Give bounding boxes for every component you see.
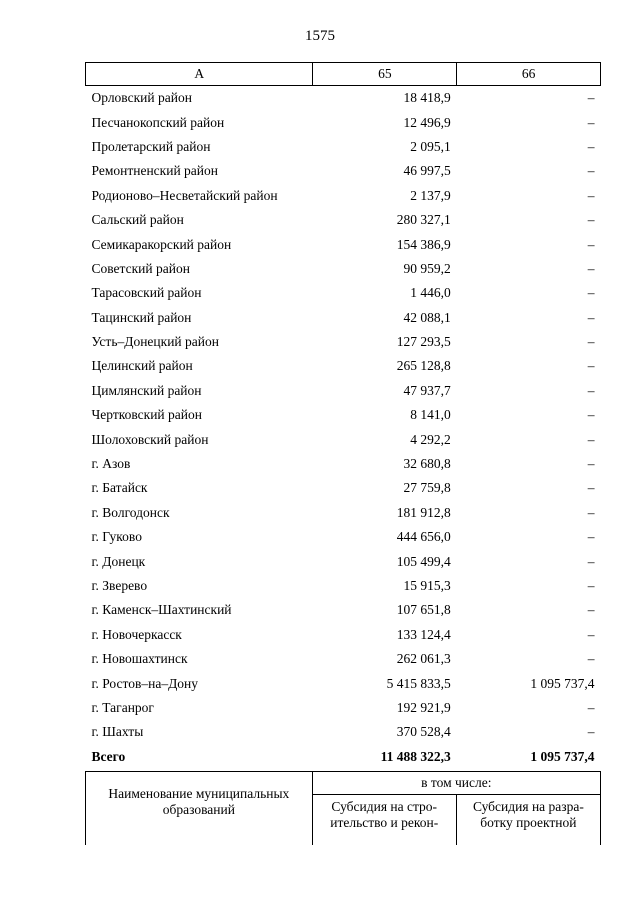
municipality-name: г. Новошахтинск bbox=[91, 651, 188, 667]
municipality-name: г. Зверево bbox=[91, 578, 148, 593]
table-row bbox=[86, 159, 601, 183]
municipality-name: Тацинский район bbox=[91, 309, 192, 325]
table-row bbox=[86, 330, 601, 354]
value-col-66: – bbox=[587, 724, 595, 740]
value-col-66: – bbox=[587, 114, 595, 130]
value-col-66: – bbox=[587, 529, 595, 545]
value-col-65: 280 327,1 bbox=[396, 212, 451, 228]
municipality-name: г. Батайск bbox=[91, 480, 148, 496]
value-col-65: 2 137,9 bbox=[410, 187, 451, 203]
table-row bbox=[86, 354, 601, 378]
value-col-66: – bbox=[587, 212, 595, 228]
municipality-name: г. Гуково bbox=[91, 529, 142, 545]
value-col-65: 444 656,0 bbox=[396, 529, 451, 545]
value-col-65: 133 124,4 bbox=[396, 626, 451, 642]
value-col-65: 181 912,8 bbox=[396, 504, 451, 520]
value-col-65: 370 528,4 bbox=[396, 724, 451, 740]
municipality-name: Советский район bbox=[91, 260, 190, 276]
value-col-65: 262 061,3 bbox=[396, 651, 451, 667]
table-row bbox=[86, 403, 601, 427]
value-col-66: – bbox=[587, 285, 595, 301]
data-table bbox=[85, 62, 601, 769]
table-row bbox=[86, 135, 601, 159]
value-col-66: – bbox=[587, 260, 595, 276]
value-col-66: – bbox=[587, 187, 595, 203]
value-col-66: – bbox=[587, 163, 595, 179]
municipality-name: Шолоховский район bbox=[91, 431, 209, 447]
value-col-66: 1 095 737,4 bbox=[530, 675, 595, 691]
value-col-66: – bbox=[587, 553, 595, 569]
table-row bbox=[86, 110, 601, 134]
value-col-65: 265 128,8 bbox=[396, 358, 451, 374]
value-col-65: 32 680,8 bbox=[403, 456, 451, 472]
municipality-name: г. Новочеркасск bbox=[91, 626, 182, 642]
value-col-66: – bbox=[587, 236, 595, 252]
value-col-65: 27 759,8 bbox=[403, 480, 451, 496]
value-col-66: – bbox=[587, 90, 595, 106]
value-col-66: – bbox=[587, 138, 595, 154]
value-col-66: – bbox=[587, 651, 595, 667]
value-col-65: 154 386,9 bbox=[396, 236, 451, 252]
municipality-name: Сальский район bbox=[91, 212, 184, 228]
continuation-header bbox=[85, 771, 601, 845]
table-row bbox=[86, 232, 601, 256]
value-col-65: 5 415 833,5 bbox=[386, 675, 451, 691]
table-row bbox=[86, 671, 601, 695]
value-col-66: – bbox=[587, 626, 595, 642]
table-row bbox=[86, 476, 601, 500]
value-col-65: 46 997,5 bbox=[403, 163, 451, 179]
subsidy-design-header: Субсидия на разра-ботку проектной bbox=[456, 795, 600, 845]
table-row bbox=[86, 379, 601, 403]
table-row bbox=[86, 623, 601, 647]
table-header-row bbox=[86, 63, 601, 86]
table-row bbox=[86, 427, 601, 451]
value-col-65: 1 446,0 bbox=[410, 285, 451, 301]
column-header-a: А bbox=[86, 63, 313, 86]
value-col-65: 12 496,9 bbox=[403, 114, 451, 130]
value-col-65: 90 959,2 bbox=[403, 260, 451, 276]
column-header-66: 66 bbox=[457, 63, 601, 86]
municipality-name: Усть–Донецкий район bbox=[91, 334, 219, 350]
value-col-66: – bbox=[587, 578, 595, 593]
table-body bbox=[86, 86, 601, 769]
subsidy-construction-header: Субсидия на стро-ительство и рекон- bbox=[312, 795, 456, 845]
municipality-name: Семикаракорский район bbox=[91, 236, 232, 252]
table-row bbox=[86, 598, 601, 622]
municipality-name: г. Таганрог bbox=[91, 699, 154, 715]
value-col-66: – bbox=[587, 504, 595, 520]
table-row bbox=[86, 647, 601, 671]
table-row bbox=[86, 281, 601, 305]
value-col-65: 8 141,0 bbox=[410, 407, 451, 423]
municipality-name: Ремонтненский район bbox=[91, 163, 218, 179]
total-row bbox=[86, 745, 601, 769]
table-row bbox=[86, 86, 601, 111]
municipality-name: Орловский район bbox=[91, 90, 192, 106]
value-col-65: 105 499,4 bbox=[396, 553, 451, 569]
municipality-name: Песчанокопский район bbox=[91, 114, 225, 130]
municipality-name: г. Азов bbox=[91, 456, 131, 472]
value-col-65: 47 937,7 bbox=[403, 382, 451, 398]
page-number: 1575 bbox=[305, 28, 335, 44]
municipality-name: Целинский район bbox=[91, 358, 193, 374]
value-col-66: – bbox=[587, 431, 595, 447]
value-col-65: 15 915,3 bbox=[403, 578, 451, 593]
municipality-name: г. Ростов–на–Дону bbox=[91, 675, 199, 691]
table-row bbox=[86, 720, 601, 744]
value-col-65: 192 921,9 bbox=[396, 699, 451, 715]
value-col-66: – bbox=[587, 407, 595, 423]
value-col-66: – bbox=[587, 480, 595, 496]
municipality-name-header: Наименование муниципальных образований bbox=[86, 772, 313, 845]
value-col-66: – bbox=[587, 456, 595, 472]
value-col-65: 107 651,8 bbox=[396, 602, 451, 618]
municipality-name: Всего bbox=[91, 748, 126, 764]
municipality-name: г. Каменск–Шахтинский bbox=[91, 602, 232, 618]
table-row bbox=[86, 525, 601, 549]
column-header-65: 65 bbox=[313, 63, 457, 86]
value-col-65: 42 088,1 bbox=[403, 309, 451, 325]
municipality-name: Пролетарский район bbox=[91, 138, 211, 154]
table-row bbox=[86, 257, 601, 281]
municipality-name: г. Шахты bbox=[91, 724, 144, 740]
table-row bbox=[86, 696, 601, 720]
value-col-65: 2 095,1 bbox=[410, 138, 451, 154]
municipality-name: г. Донецк bbox=[91, 553, 146, 569]
table-row bbox=[86, 184, 601, 208]
municipality-name: Родионово–Несветайский район bbox=[91, 187, 278, 203]
table-row bbox=[86, 208, 601, 232]
table-row bbox=[86, 306, 601, 330]
value-col-65: 11 488 322,3 bbox=[380, 748, 451, 764]
municipality-name: г. Волгодонск bbox=[91, 504, 170, 520]
municipality-name: Тарасовский район bbox=[91, 285, 202, 301]
municipality-name: Цимлянский район bbox=[91, 382, 202, 398]
value-col-66: 1 095 737,4 bbox=[530, 748, 595, 764]
municipality-name: Чертковский район bbox=[91, 407, 202, 423]
value-col-66: – bbox=[587, 358, 595, 374]
including-header: в том числе: bbox=[312, 772, 600, 795]
value-col-65: 4 292,2 bbox=[410, 431, 451, 447]
value-col-65: 127 293,5 bbox=[396, 334, 451, 350]
table-row bbox=[86, 501, 601, 525]
value-col-66: – bbox=[587, 602, 595, 618]
value-col-66: – bbox=[587, 382, 595, 398]
value-col-66: – bbox=[587, 699, 595, 715]
table-row bbox=[86, 549, 601, 573]
value-col-66: – bbox=[587, 309, 595, 325]
value-col-65: 18 418,9 bbox=[403, 90, 451, 106]
value-col-66: – bbox=[587, 334, 595, 350]
table-row bbox=[86, 574, 601, 598]
table-row bbox=[86, 452, 601, 476]
